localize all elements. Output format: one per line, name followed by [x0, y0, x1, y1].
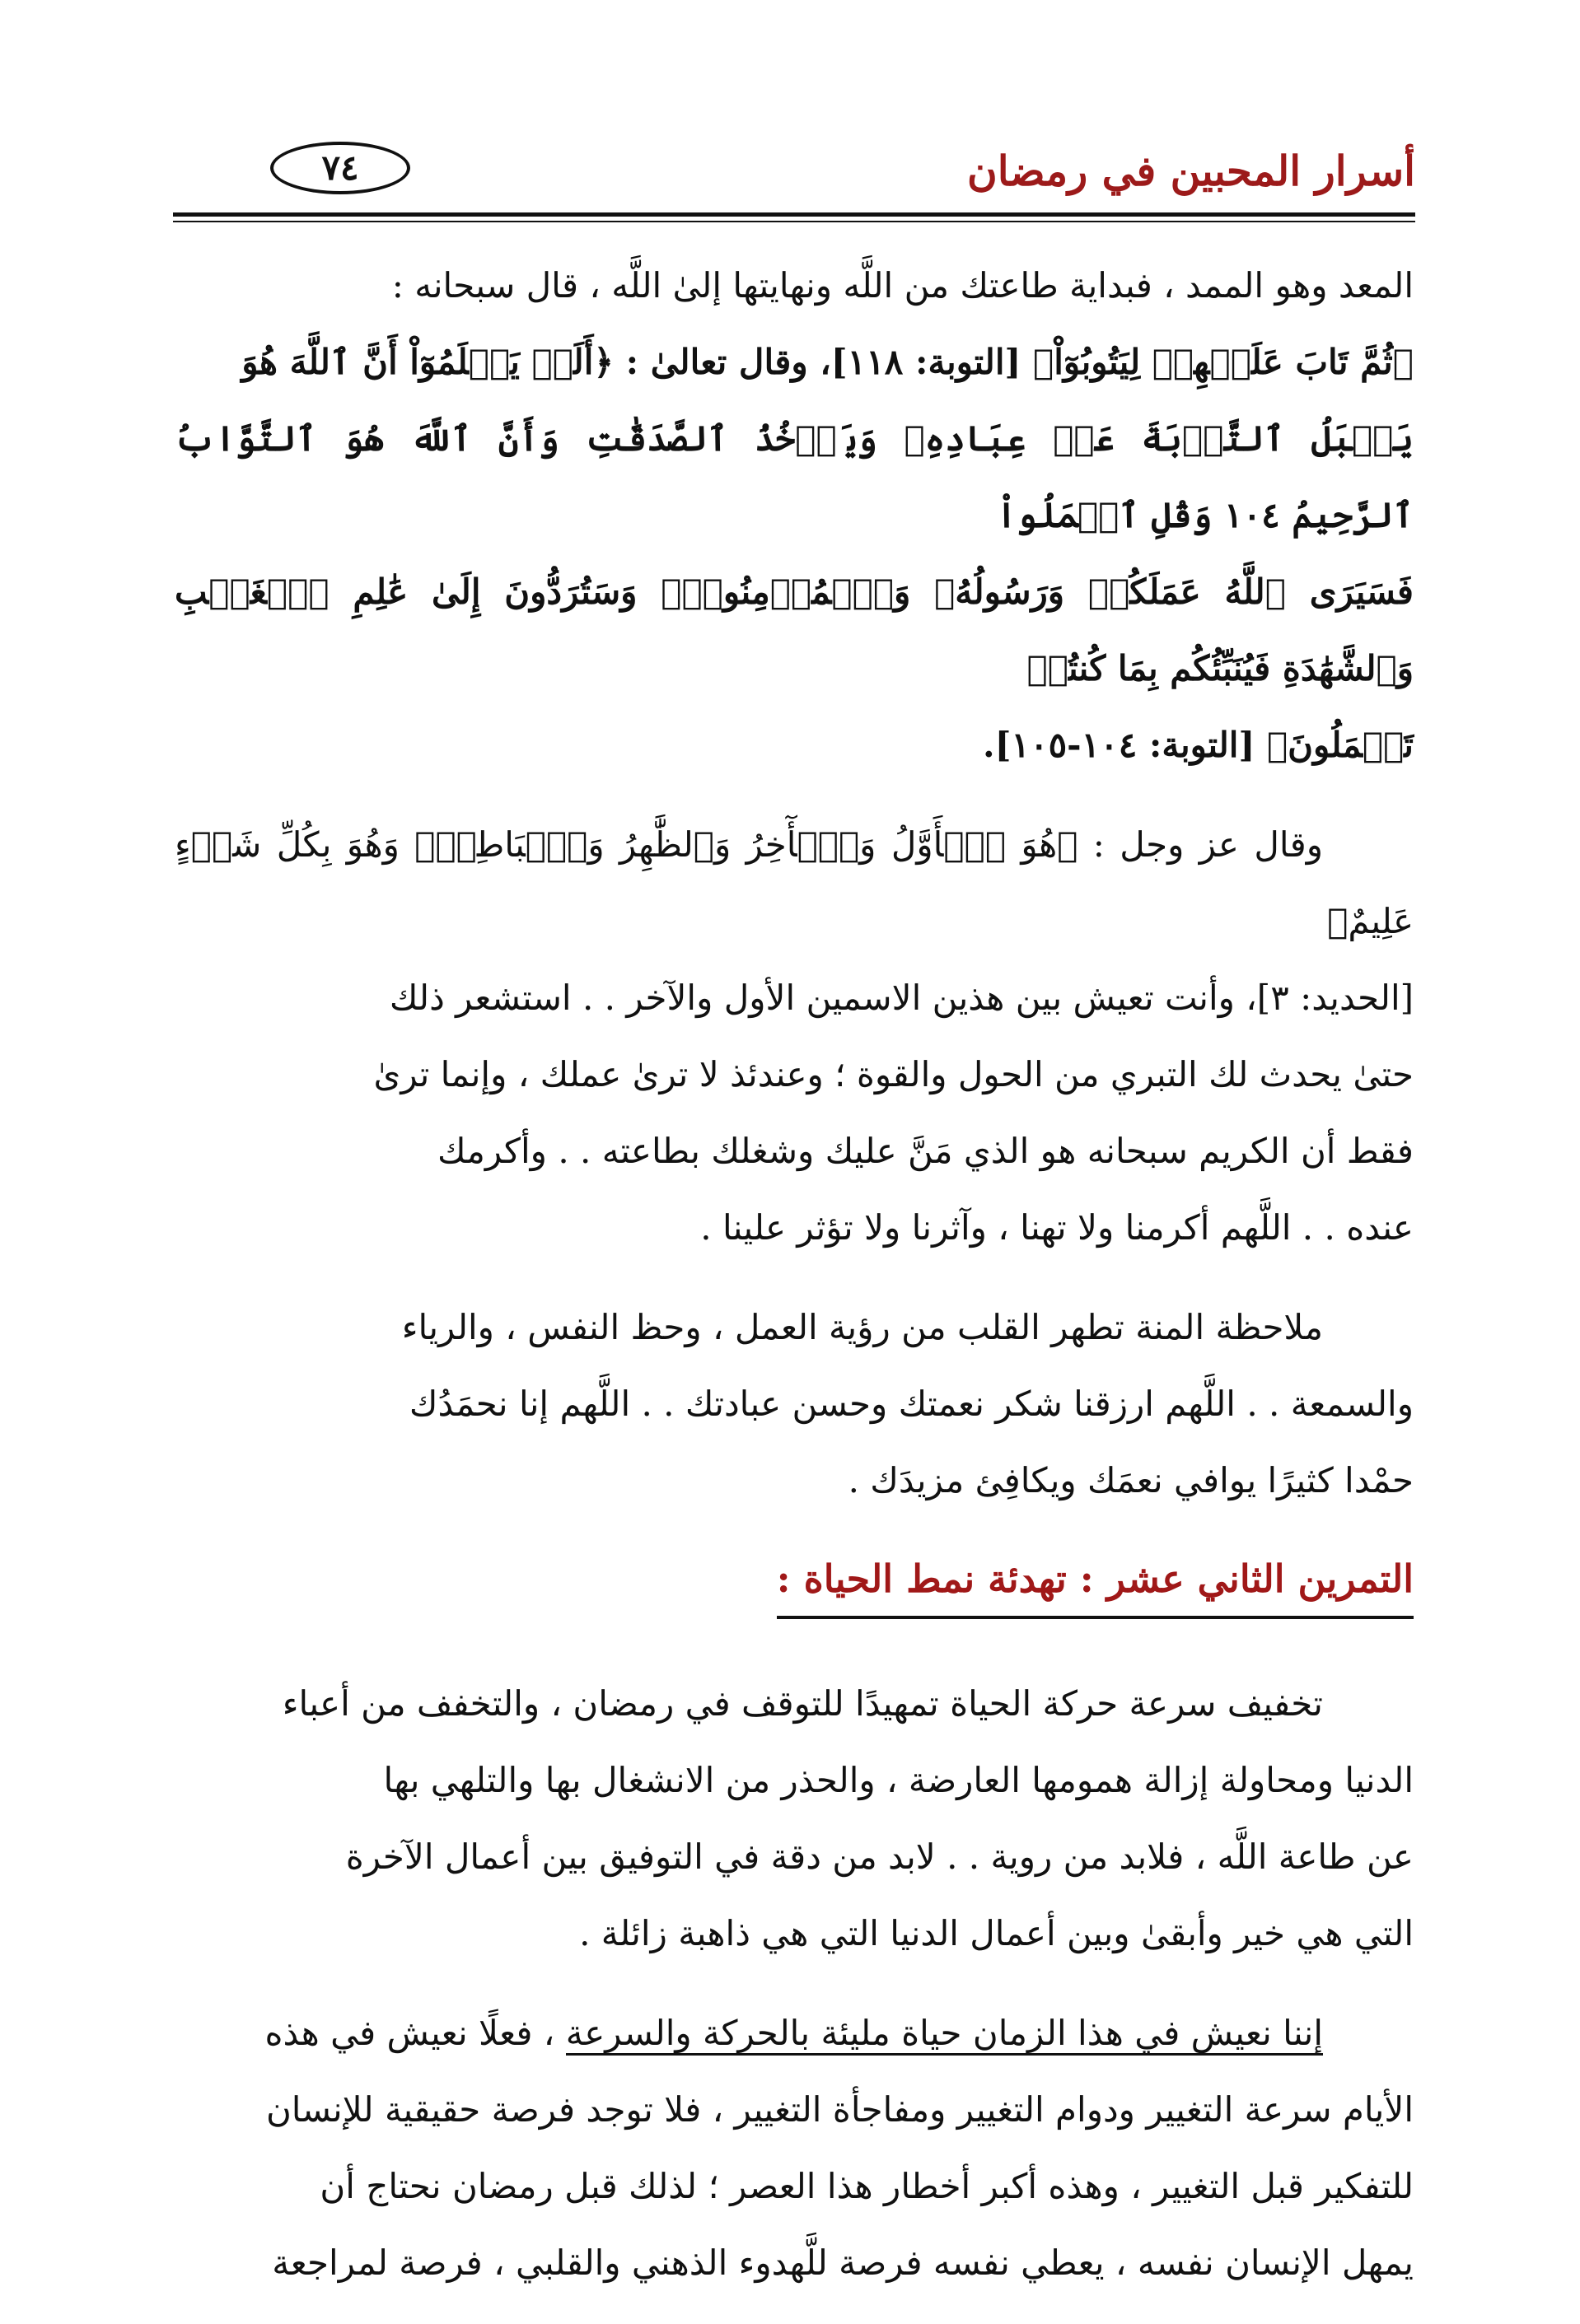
text-line: التي هي خير وأبقىٰ وبين أعمال الدنيا التي هي ذاهبة زائلة .	[579, 1913, 1414, 1953]
text-line: للتفكير قبل التغيير ، وهذه أكبر أخطار هذا العصر ؛ لذلك قبل رمضان نحتاج أن	[320, 2166, 1414, 2206]
text-line: الأيام سرعة التغيير ودوام التغيير ومفاجأة التغيير ، فلا توجد فرصة حقيقية للإنسان	[265, 2089, 1414, 2130]
quran-line: ﴿ثُمَّ تَابَ عَلَيۡهِمۡ لِيَتُوبُوٓاْ﴾ [التوبة: ١١٨]، وقال تعالىٰ : ﴿أَلَمۡ يَعۡلَمُوٓاْ أَنَّ ٱللَّهَ هُوَ	[241, 342, 1414, 382]
page-number: ٧٤	[270, 142, 410, 194]
text-line: عنده . . اللَّهم أكرمنا ولا تهنا ، وآثرنا ولا تؤثر علينا .	[700, 1207, 1414, 1248]
text-line: فقط أن الكريم سبحانه هو الذي مَنَّ عليك وشغلك بطاعته . . وأكرمك	[437, 1131, 1414, 1171]
paragraph-1	[175, 247, 1414, 783]
text-line	[175, 1995, 1414, 2071]
text-line: [الحديد: ٣]، وأنت تعيش بين هذين الاسمين الأول والآخر . . استشعر ذلك	[389, 978, 1414, 1018]
paragraph-5	[175, 1995, 1414, 2301]
text-line: وقال عز وجل : ﴿هُوَ ٱلۡأَوَّلُ وَٱلۡأٓخِرُ وَٱلظَّٰهِرُ وَٱلۡبَاطِنُۖ وَهُوَ بِكُلِّ شَيۡءٍ عَلِيمٌ﴾	[175, 824, 1414, 941]
text-line: عن طاعة اللَّه ، فلابد من روية . . لابد من دقة في التوفيق بين أعمال الآخرة	[345, 1836, 1414, 1877]
text-line: ملاحظة المنة تطهر القلب من رؤية العمل ، وحظ النفس ، والرياء	[401, 1307, 1323, 1347]
text-line: يمهل الإنسان نفسه ، يعطي نفسه فرصة للَّهدوء الذهني والقلبي ، فرصة لمراجعة	[272, 2242, 1414, 2283]
text-line: حتىٰ يحدث لك التبري من الحول والقوة ؛ وعندئذ لا ترىٰ عملك ، وإنما ترىٰ	[373, 1054, 1414, 1094]
header-rule-thin	[173, 221, 1415, 222]
section-title-wrapper	[175, 1542, 1414, 1665]
paragraph-4	[175, 1665, 1414, 1972]
paragraph-2	[175, 806, 1414, 1266]
book-title: أسرار المحبين في رمضان	[967, 147, 1415, 195]
underlined-phrase: إننا نعيش في هذا الزمان حياة مليئة بالحركة والسرعة	[566, 2013, 1323, 2056]
text-line: المعد وهو الممد ، فبداية طاعتك من اللَّه ونهايتها إلىٰ اللَّه ، قال سبحانه :	[391, 265, 1414, 306]
text-line: حمْدا كثيرًا يوافي نعمَك ويكافِئ مزيدَك .	[848, 1460, 1414, 1500]
text-line: تخفيف سرعة حركة الحياة تمهيدًا للتوقف في رمضان ، والتخفف من أعباء	[282, 1683, 1323, 1724]
text-line-rest: ، فعلًا نعيش في هذه	[264, 2013, 566, 2053]
paragraph-3	[175, 1289, 1414, 1519]
quran-line: يَقۡبَلُ ٱلتَّوۡبَةَ عَنۡ عِبَادِهِۦ وَيَأۡخُذُ ٱلصَّدَقَٰتِ وَأَنَّ ٱللَّهَ هُوَ ٱلتَّوَّابُ ٱلرَّحِيمُ ١٠٤ وَقُلِ ٱعۡمَلُواْ	[175, 418, 1414, 535]
quran-line: تَعۡمَلُونَ﴾ [التوبة: ١٠٤-١٠٥].	[982, 725, 1414, 765]
page-body	[175, 247, 1414, 2324]
quran-line: فَسَيَرَى ٱللَّهُ عَمَلَكُمۡ وَرَسُولُهُۥ وَٱلۡمُؤۡمِنُونَۖ وَسَتُرَدُّونَ إِلَىٰ عَٰلِمِ ٱلۡغَيۡبِ وَٱلشَّهَٰدَةِ فَيُنَبِّئُكُم بِمَا كُنتُمۡ	[175, 572, 1414, 688]
page-header	[173, 138, 1415, 212]
text-line: والسمعة . . اللَّهم ارزقنا شكر نعمتك وحسن عبادتك . . اللَّهم إنا نحمَدُك	[409, 1384, 1414, 1424]
text-line: الدنيا ومحاولة إزالة همومها العارضة ، والحذر من الانشغال بها والتلهي بها	[383, 1760, 1414, 1800]
header-rule-thick	[173, 212, 1415, 217]
section-title: التمرين الثاني عشر : تهدئة نمط الحياة :	[777, 1547, 1414, 1619]
